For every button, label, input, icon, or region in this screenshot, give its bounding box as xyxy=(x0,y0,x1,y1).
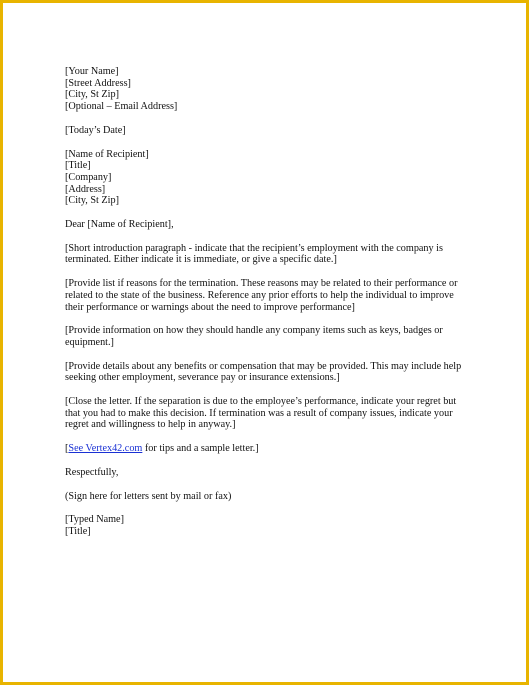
paragraph-line: regret and willingness to help in anyway.] xyxy=(65,419,236,431)
sender-name: [Your Name] xyxy=(65,66,119,77)
signature-note: (Sign here for letters sent by mail or fax) xyxy=(65,490,232,502)
paragraph-line: [Short introduction paragraph - indicate that the recipient’s employment with the company is xyxy=(65,242,443,254)
recipient-name: [Name of Recipient] xyxy=(65,148,149,160)
sender-block xyxy=(65,66,475,113)
recipient-title: [Title] xyxy=(65,160,91,172)
paragraph-line: [Close the letter. If the separation is due to the employee’s performance, indicate your regret but xyxy=(65,396,457,408)
letter-body xyxy=(65,66,475,538)
paragraph-close xyxy=(65,396,475,431)
vertex42-link[interactable]: See Vertex42.com xyxy=(68,443,143,455)
paragraph-line: [Provide information on how they should handle any company items such as keys, badges or xyxy=(65,325,443,337)
letter-date: [Today’s Date] xyxy=(65,124,126,136)
closing: Respectfully, xyxy=(65,466,119,478)
paragraph-line: equipment.] xyxy=(65,336,114,348)
recipient-city: [City, St Zip] xyxy=(65,195,119,207)
recipient-address: [Address] xyxy=(65,183,106,195)
paragraph-line: terminated. Either indicate it is immediate, or give a specific date.] xyxy=(65,254,337,266)
tips-bracket: [ xyxy=(65,443,69,455)
paragraph-line: that you had to make this decision. If termination was a result of company issues, indicate your xyxy=(65,407,453,419)
paragraph-line: seeking other employment, severance pay or insurance extensions.] xyxy=(65,372,340,384)
typed-name: [Typed Name] xyxy=(65,514,124,526)
sender-email: [Optional – Email Address] xyxy=(65,101,178,113)
typed-title: [Title] xyxy=(65,525,91,537)
tips-line xyxy=(65,443,475,455)
paragraph-line: their performance or warnings about the need to improve performance] xyxy=(65,301,355,313)
recipient-company: [Company] xyxy=(65,171,112,183)
paragraph-reasons xyxy=(65,278,475,313)
paragraph-company-items xyxy=(65,325,475,348)
paragraph-line: [Provide details about any benefits or compensation that may be provided. This may include help xyxy=(65,360,462,372)
typed-block xyxy=(65,514,475,537)
paragraph-line: related to the state of the business. Reference any prior efforts to help the individual to improve xyxy=(65,289,454,301)
paragraph-line: [Provide list if reasons for the termination. These reasons may be related to their performance or xyxy=(65,278,458,290)
sender-street: [Street Address] xyxy=(65,77,131,89)
salutation: Dear [Name of Recipient], xyxy=(65,219,174,231)
recipient-block xyxy=(65,149,475,208)
paragraph-benefits xyxy=(65,361,475,384)
sender-city: [City, St Zip] xyxy=(65,89,119,101)
tips-text: for tips and a sample letter.] xyxy=(142,443,259,455)
paragraph-intro xyxy=(65,243,475,266)
